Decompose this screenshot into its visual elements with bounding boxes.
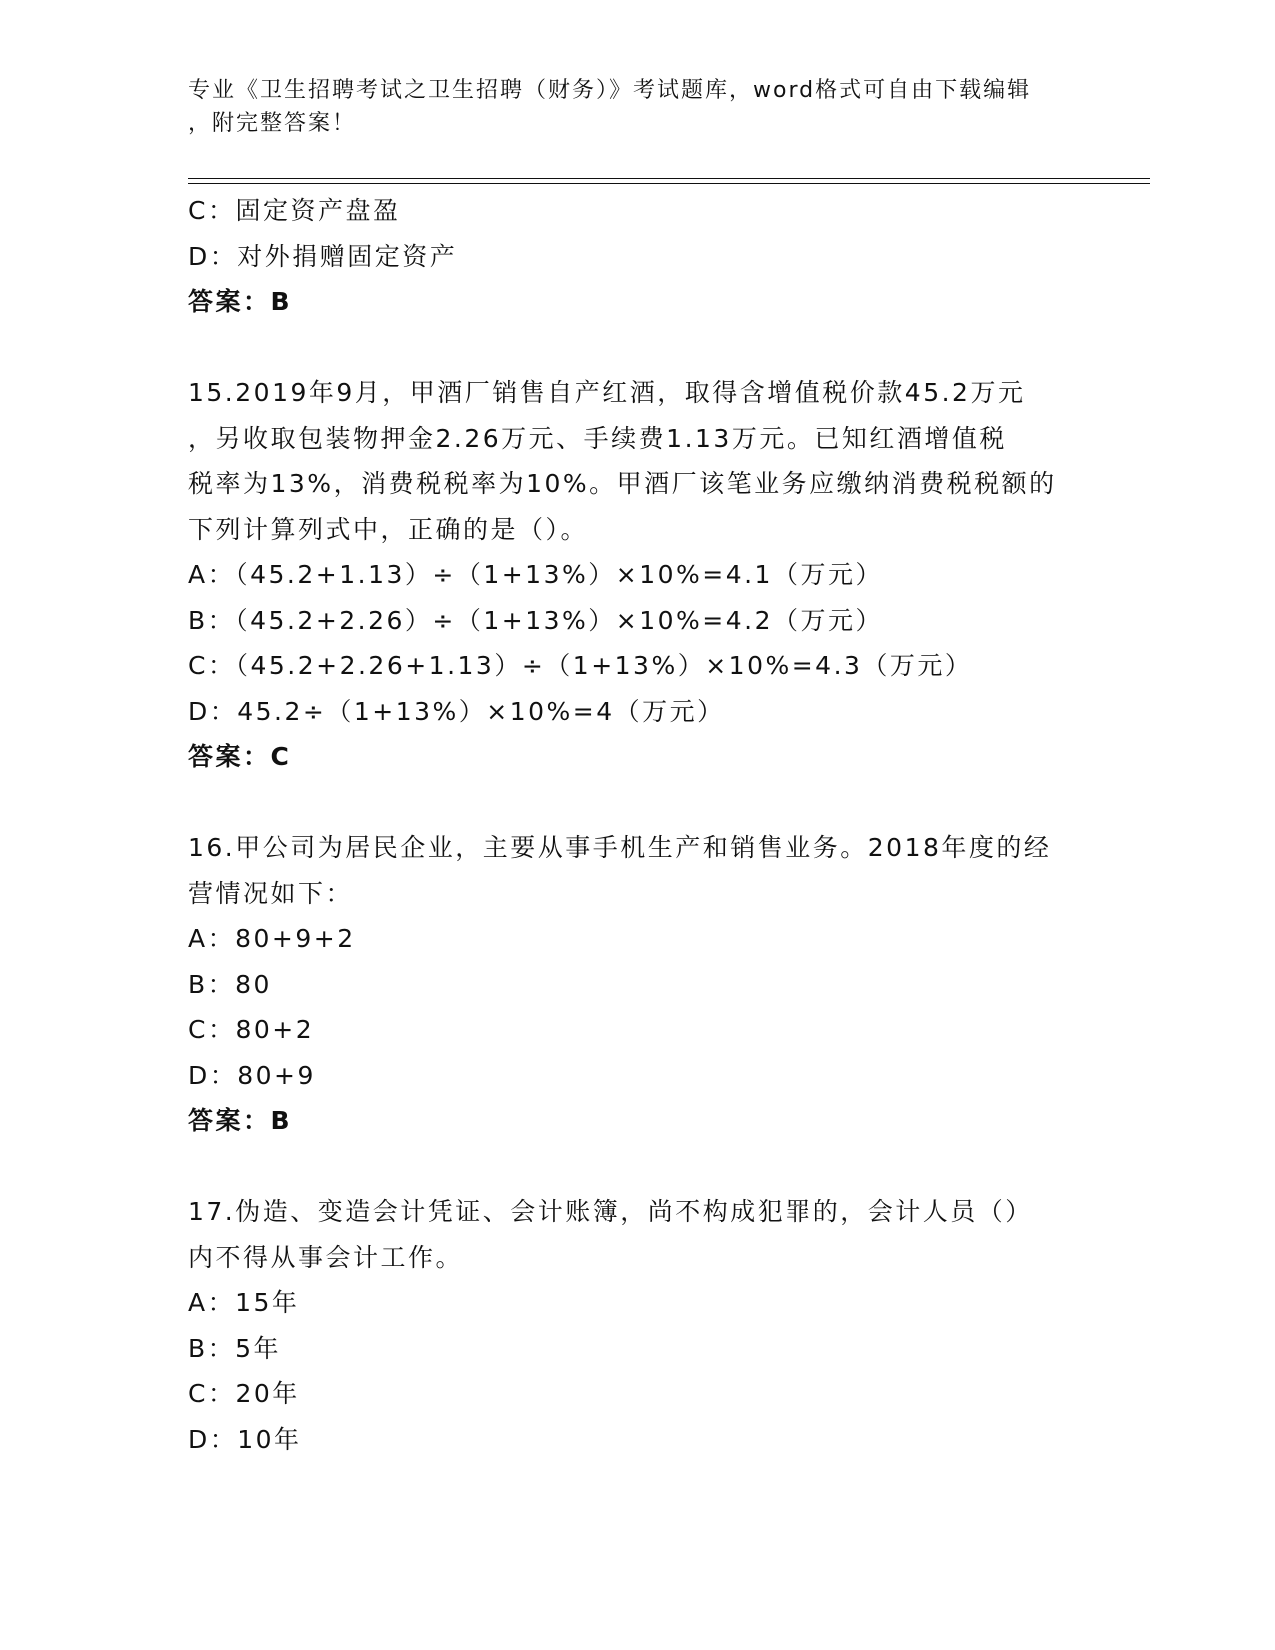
question-stem-line: 内不得从事会计工作。: [188, 1242, 464, 1272]
option-c: C：固定资产盘盈: [188, 196, 401, 225]
option-b: B：80: [188, 969, 272, 999]
question-stem-line: 16.甲公司为居民企业，主要从事手机生产和销售业务。2018年度的经: [188, 833, 1052, 862]
question-stem-line: 15.2019年9月，甲酒厂销售自产红酒，取得含增值税价款45.2万元: [188, 378, 1026, 407]
option-a: A：15年: [188, 1288, 300, 1317]
document-body: [188, 188, 1088, 1462]
option-d: D：10年: [188, 1424, 302, 1454]
spacer: [188, 1144, 1088, 1190]
spacer: [188, 780, 1088, 826]
option-b: B：5年: [188, 1333, 282, 1363]
option-d: D：对外捐赠固定资产: [188, 241, 458, 271]
question-stem-line: ，另收取包装物押金2.26万元、手续费1.13万元。已知红酒增值税: [188, 423, 1007, 453]
option-a: A：（45.2+1.13）÷（1+13%）×10%=4.1（万元）: [188, 560, 883, 589]
question-14-continued: [188, 188, 1088, 325]
question-15: [188, 370, 1088, 780]
answer: 答案：B: [188, 287, 293, 316]
spacer: [188, 325, 1088, 371]
option-d: D：45.2÷（1+13%）×10%=4（万元）: [188, 696, 725, 726]
option-c: C：20年: [188, 1379, 300, 1408]
question-17: [188, 1189, 1088, 1462]
question-stem-line: 营情况如下：: [188, 878, 354, 908]
answer: 答案：B: [188, 1106, 293, 1135]
option-c: C：（45.2+2.26+1.13）÷（1+13%）×10%=4.3（万元）: [188, 651, 973, 680]
document-header: [188, 74, 1088, 140]
question-16: [188, 825, 1088, 1144]
option-d: D：80+9: [188, 1060, 316, 1090]
option-b: B：（45.2+2.26）÷（1+13%）×10%=4.2（万元）: [188, 605, 884, 635]
option-a: A：80+9+2: [188, 924, 356, 953]
answer: 答案：C: [188, 742, 292, 771]
header-line-1: 专业《卫生招聘考试之卫生招聘（财务）》考试题库，word格式可自由下载编辑: [188, 78, 1032, 103]
question-stem-line: 17.伪造、变造会计凭证、会计账簿，尚不构成犯罪的，会计人员（）: [188, 1197, 1033, 1226]
header-divider-top: [188, 178, 1150, 179]
option-c: C：80+2: [188, 1015, 315, 1044]
header-divider-bottom: [188, 183, 1150, 184]
header-line-2: ，附完整答案！: [188, 111, 357, 136]
question-stem-line: 税率为13%，消费税税率为10%。甲酒厂该笔业务应缴纳消费税税额的: [188, 469, 1057, 498]
question-stem-line: 下列计算列式中，正确的是（）。: [188, 514, 589, 544]
